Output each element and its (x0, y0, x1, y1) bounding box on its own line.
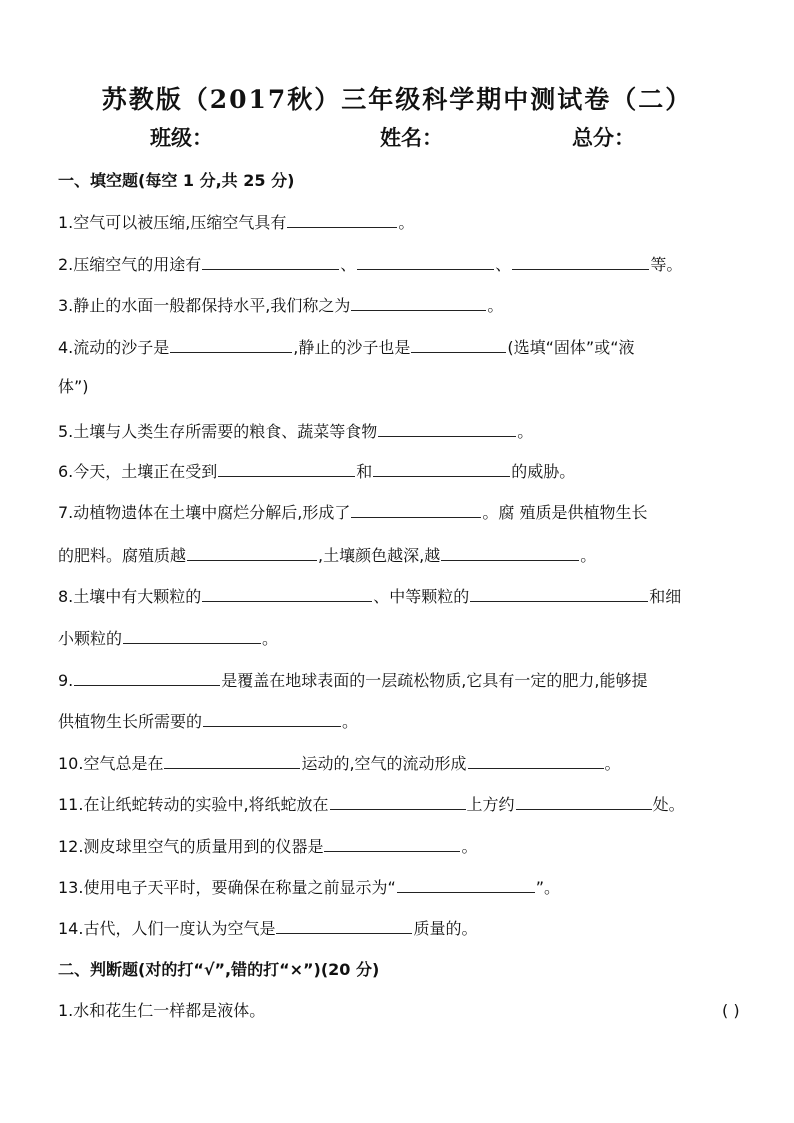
answer-blank[interactable] (187, 544, 317, 561)
question-13: 13.使用电子天平时，要确保在称量之前显示为“ ”。 (58, 878, 561, 897)
class-label: 班级： (150, 126, 213, 150)
answer-blank[interactable] (324, 835, 460, 852)
answer-blank[interactable] (470, 585, 648, 602)
answer-blank[interactable] (373, 460, 510, 477)
answer-blank[interactable] (287, 211, 397, 228)
answer-blank[interactable] (164, 752, 300, 769)
answer-blank[interactable] (468, 752, 604, 769)
answer-blank[interactable] (74, 669, 220, 686)
answer-blank[interactable] (357, 253, 494, 270)
question-6: 6.今天，土壤正在受到 和 的威胁。 (58, 462, 576, 481)
answer-blank[interactable] (203, 710, 341, 727)
answer-blank[interactable] (330, 793, 466, 810)
answer-blank[interactable] (516, 793, 652, 810)
answer-blank[interactable] (276, 917, 412, 934)
answer-blank[interactable] (378, 420, 516, 437)
question-4: 4.流动的沙子是 ,静止的沙子也是 (选填“固体”或“液 (58, 338, 635, 357)
question-3: 3.静止的水面一般都保持水平,我们称之为 。 (58, 296, 504, 315)
section1-heading: 一、填空题(每空 1 分,共 25 分) (58, 171, 295, 190)
answer-blank[interactable] (351, 294, 486, 311)
answer-blank[interactable] (218, 460, 355, 477)
name-label: 姓名： (380, 126, 443, 150)
question-12: 12.测皮球里空气的质量用到的仪器是 。 (58, 837, 478, 856)
student-info-row (0, 122, 794, 156)
question-4-cont: 体”) (58, 377, 89, 396)
question-7: 7.动植物遗体在土壤中腐烂分解后,形成了 。腐 殖质是供植物生长 (58, 503, 648, 522)
total-label: 总分： (572, 126, 635, 150)
answer-blank[interactable] (411, 336, 506, 353)
question-9-cont: 供植物生长所需要的 。 (58, 712, 359, 731)
answer-blank[interactable] (123, 627, 261, 644)
question-8: 8.土壤中有大颗粒的 、中等颗粒的 和细 (58, 587, 682, 606)
question-8-cont: 小颗粒的 。 (58, 629, 279, 648)
judge-question-1: 1.水和花生仁一样都是液体。 ( ) (58, 1000, 748, 1022)
question-11: 11.在让纸蛇转动的实验中,将纸蛇放在 上方约 处。 (58, 795, 685, 814)
answer-blank[interactable] (170, 336, 292, 353)
answer-blank[interactable] (397, 876, 535, 893)
question-14: 14.古代，人们一度认为空气是 质量的。 (58, 919, 478, 938)
answer-parentheses[interactable]: ( ) (722, 1001, 740, 1020)
section2-heading: 二、判断题(对的打“√”,错的打“×”)(20 分) (58, 960, 380, 979)
answer-blank[interactable] (202, 253, 339, 270)
question-1: 1.空气可以被压缩,压缩空气具有 。 (58, 213, 415, 232)
question-2: 2.压缩空气的用途有 、 、 等。 (58, 255, 683, 274)
answer-blank[interactable] (202, 585, 372, 602)
question-7-cont: 的肥料。腐殖质越 ,土壤颜色越深,越 。 (58, 546, 597, 565)
page-title: 苏教版（2017秋）三年级科学期中测试卷（二） (101, 85, 693, 114)
question-10: 10.空气总是在 运动的,空气的流动形成 。 (58, 754, 621, 773)
question-9: 9. 是覆盖在地球表面的一层疏松物质,它具有一定的肥力,能够提 (58, 671, 648, 690)
answer-blank[interactable] (512, 253, 649, 270)
answer-blank[interactable] (351, 501, 481, 518)
question-5: 5.土壤与人类生存所需要的粮食、蔬菜等食物 。 (58, 422, 534, 441)
answer-blank[interactable] (441, 544, 579, 561)
